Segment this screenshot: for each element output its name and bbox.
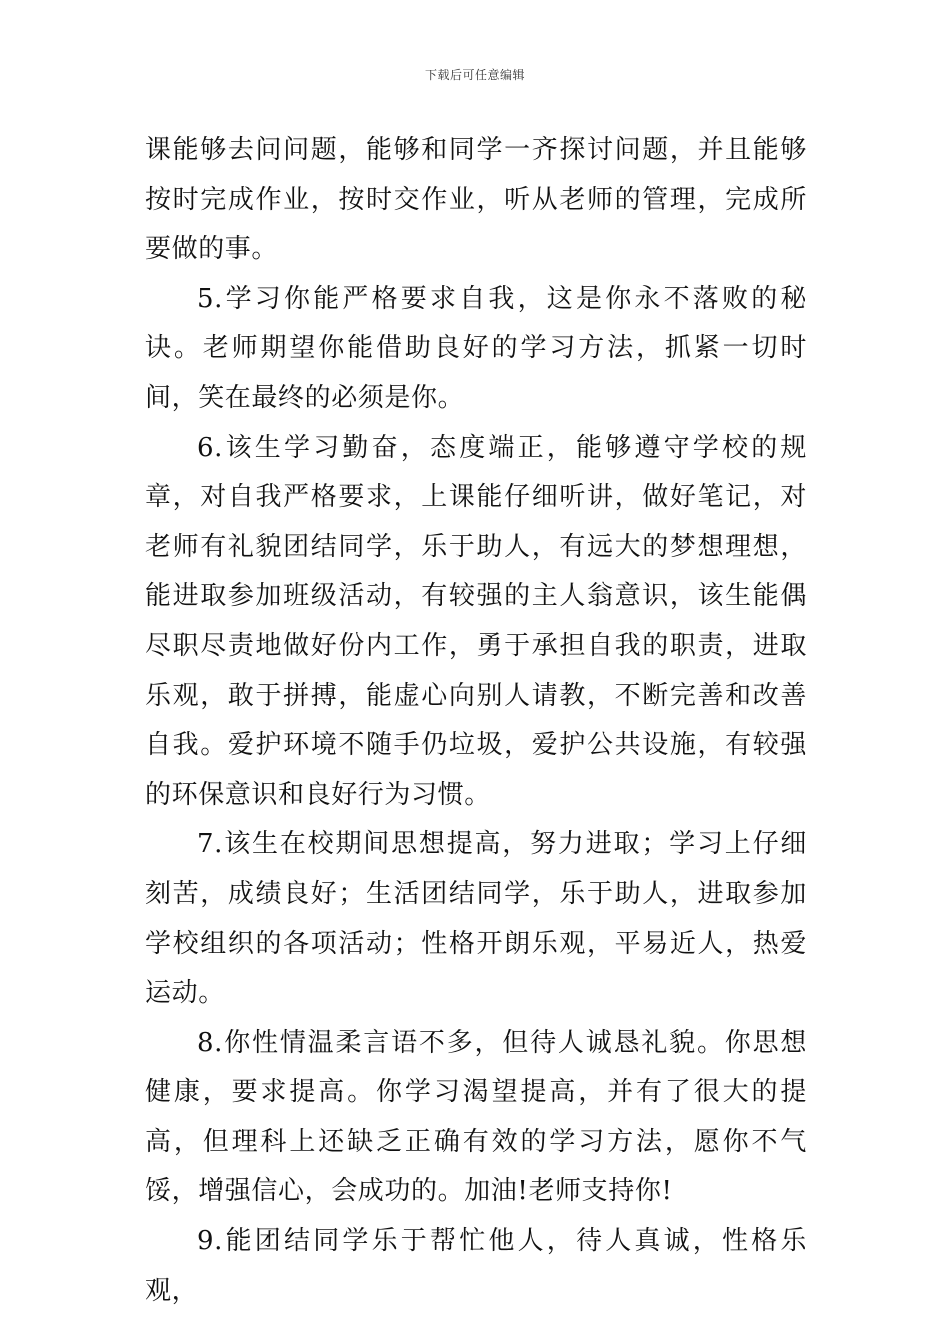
paragraph-item-7: 7.该生在校期间思想提高，努力进取；学习上仔细刻苦，成绩良好；生活团结同学，乐于助人，进取参加学校组织的各项活动；性格开朗乐观，平易近人，热爱运动。 — [145, 829, 807, 1009]
paragraph-item-9: 9.能团结同学乐于帮忙他人，待人真诚，性格乐观， — [145, 1226, 807, 1306]
document-body — [145, 126, 807, 1316]
page-header: 下载后可任意编辑 — [424, 68, 525, 82]
paragraph-item-8: 8.你性情温柔言语不多，但待人诚恳礼貌。你思想健康，要求提高。你学习渴望提高，并有了很大的提高，但理科上还缺乏正确有效的学习方法，愿你不气馁，增强信心，会成功的。加油!老师支持你! — [145, 1027, 807, 1207]
paragraph-item-5: 5.学习你能严格要求自我，这是你永不落败的秘诀。老师期望你能借助良好的学习方法，抓紧一切时间，笑在最终的必须是你。 — [145, 283, 807, 413]
paragraph-item-6: 6.该生学习勤奋，态度端正，能够遵守学校的规章，对自我严格要求，上课能仔细听讲，做好笔记，对老师有礼貌团结同学，乐于助人，有远大的梦想理想，能进取参加班级活动，有较强的主人翁意识，该生能偶尽职尽责地做好份内工作，勇于承担自我的职责，进取乐观，敢于拼搏，能虚心向别人请教，不断完善和改善自我。爱护环境不随手仍垃圾，爱护公共设施，有较强的环保意识和良好行为习惯。 — [145, 432, 807, 810]
paragraph-continuation: 课能够去问问题，能够和同学一齐探讨问题，并且能够按时完成作业，按时交作业，听从老师的管理，完成所要做的事。 — [145, 135, 807, 265]
